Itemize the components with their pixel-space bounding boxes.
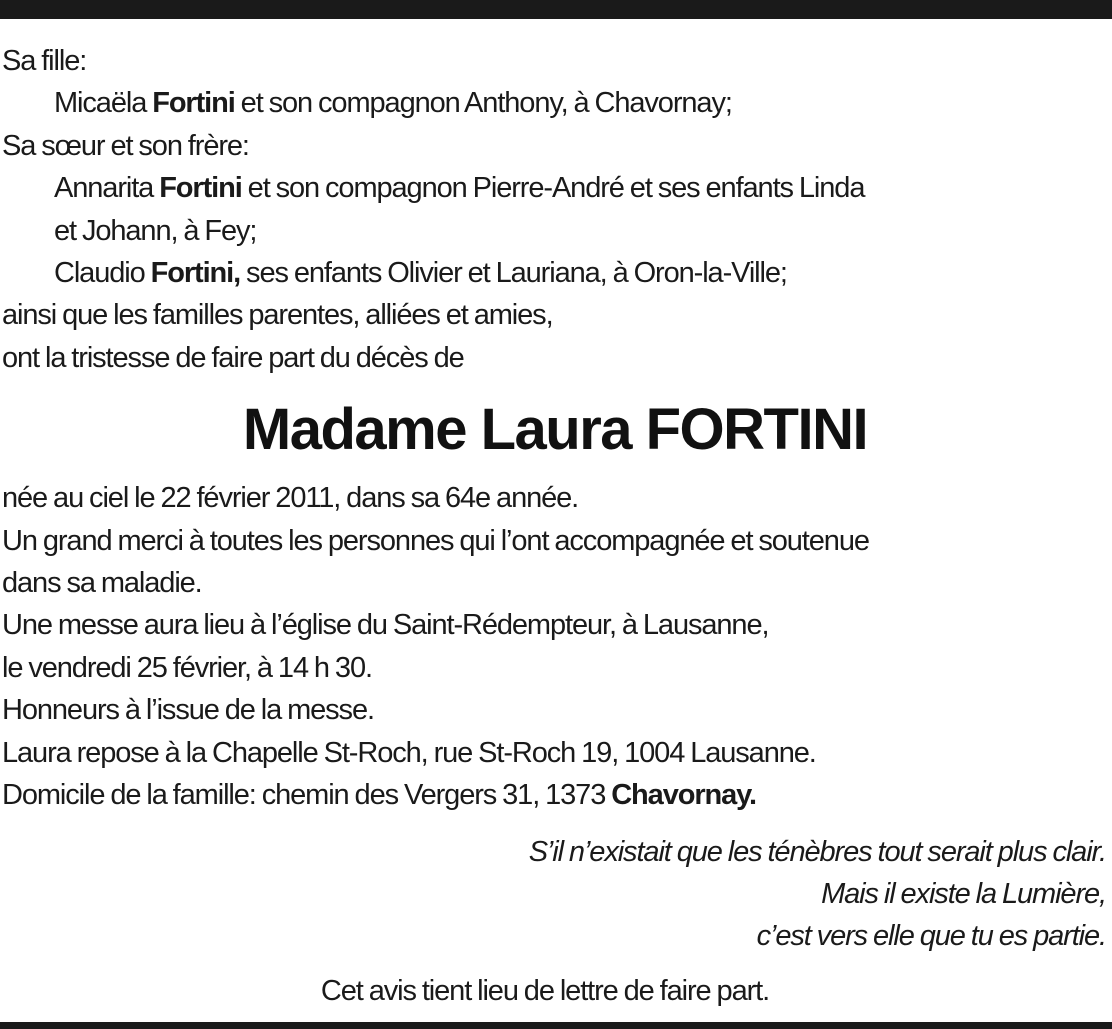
sister-surname: Fortini (159, 172, 242, 205)
detail-line-4: Une messe aura lieu à l’église du Saint-Rédempteur, à Lausanne, (2, 609, 769, 642)
daughter-rest: et son compagnon Anthony, à Chavornay; (234, 87, 732, 120)
brother-name: Claudio (54, 257, 145, 290)
brother-rest: ses enfants Olivier et Lauriana, à Oron-la-Ville; (240, 257, 787, 290)
sister-line (2, 167, 1108, 209)
detail-line-2: Un grand merci à toutes les personnes qui l’ont accompagnée et soutenue (2, 524, 869, 557)
daughter-line (2, 82, 1108, 124)
brother-surname: Fortini, (150, 257, 241, 290)
sister-name: Annarita (54, 172, 154, 205)
detail-line-5: le vendredi 25 février, à 14 h 30. (2, 651, 372, 684)
daughter-surname: Fortini (152, 87, 235, 120)
quote-line-1: S’il n’existait que les ténèbres tout serait plus clair. (528, 835, 1106, 868)
brother-line (2, 252, 1108, 294)
daughter-name: Micaëla (54, 87, 147, 120)
domicile-city: Chavornay. (611, 779, 756, 812)
announcement-line: ont la tristesse de faire part du décès de (2, 341, 464, 374)
quote-line-2: Mais il existe la Lumière, (821, 877, 1106, 910)
detail-line-3: dans sa maladie. (2, 567, 202, 600)
sister-rest-1: et son compagnon Pierre-André et ses enfants Linda (241, 172, 865, 205)
daughter-heading: Sa fille: (2, 45, 87, 77)
top-rule (0, 0, 1112, 19)
detail-line-7: Laura repose à la Chapelle St-Roch, rue St-Roch 19, 1004 Lausanne. (2, 736, 816, 769)
detail-line-6: Honneurs à l’issue de la messe. (2, 694, 374, 727)
siblings-heading: Sa sœur et son frère: (2, 129, 249, 162)
closing-note: Cet avis tient lieu de lettre de faire part. (320, 974, 770, 1007)
families-line: ainsi que les familles parentes, alliées et amies, (2, 299, 553, 332)
bottom-rule (0, 1022, 1112, 1029)
sister-rest-2: et Johann, à Fey; (54, 214, 257, 247)
domicile-text: Domicile de la famille: chemin des Vergers 31, 1373 (2, 779, 612, 812)
detail-line-1: née au ciel le 22 février 2011, dans sa 64e année. (2, 482, 579, 515)
obituary-notice (2, 40, 1108, 1012)
quote-line-3: c’est vers elle que tu es partie. (756, 920, 1106, 953)
domicile-line (2, 774, 1108, 816)
deceased-name: Madame Laura FORTINI (242, 397, 868, 463)
